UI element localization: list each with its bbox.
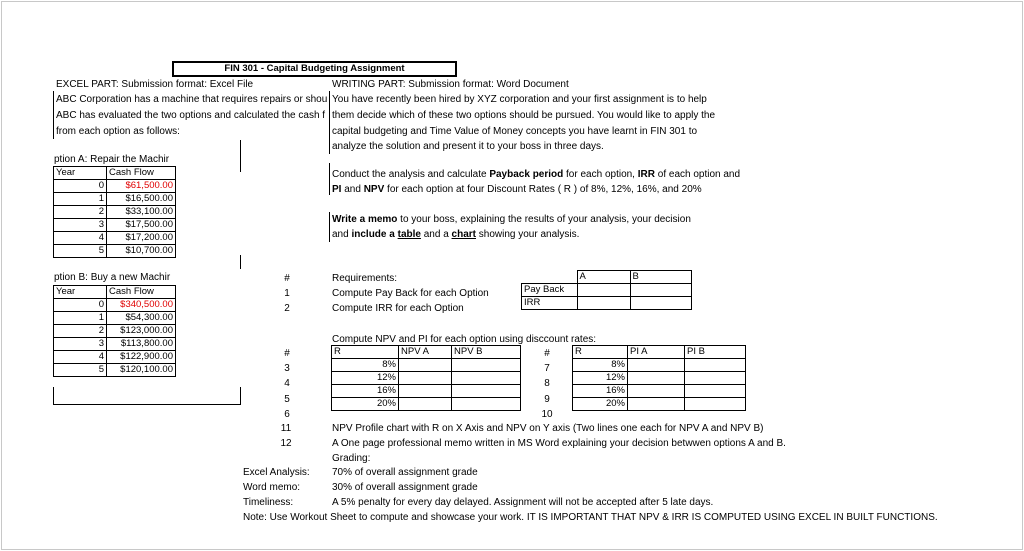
writing-p1-line1: You have recently been hired by XYZ corporation and your first assignment is to help (332, 94, 707, 105)
npv-num-4: 4 (284, 378, 290, 389)
table-row: 4 $122,900.00 (54, 351, 176, 364)
excel-block-border (53, 91, 54, 139)
grading-excel-label: Excel Analysis: (243, 467, 310, 478)
irr-row-label: IRR (522, 297, 578, 310)
table-row: 2 $33,100.00 (54, 206, 176, 219)
pi-table (572, 345, 746, 411)
excel-block-divider (240, 140, 241, 172)
npv-num-6: 6 (284, 409, 290, 420)
excel-part-line2: ABC has evaluated the two options and calculated the cash f (56, 110, 326, 121)
table-row: 0 $340,500.00 (54, 299, 176, 312)
npv-header-a: NPV A (399, 346, 452, 359)
payback-irr-table (521, 270, 692, 310)
writing-p3-line2: and include a table and a chart showing your analysis. (332, 229, 580, 240)
excel-part-line1: ABC Corporation has a machine that requires repairs or shou (56, 94, 328, 105)
npv-num-3: 3 (284, 363, 290, 374)
excel-part-heading: EXCEL PART: Submission format: Excel File (56, 79, 254, 90)
payback-a-cell[interactable] (577, 284, 630, 297)
grading-word-label: Word memo: (243, 482, 301, 493)
table-row: 16% (332, 385, 521, 398)
option-b-border-bottom (53, 404, 241, 405)
pi-header-b: PI B (685, 346, 746, 359)
pi-hash: # (544, 348, 550, 359)
table-row: 20% (573, 398, 746, 411)
option-b-header-cf: Cash Flow (107, 286, 176, 299)
writing-block-border-3 (329, 212, 330, 242)
req-text-2: Compute IRR for each Option (332, 303, 464, 314)
option-b-border-left (53, 387, 54, 404)
requirements-label: Requirements: (332, 273, 398, 284)
req-num-2: 2 (284, 303, 290, 314)
item-num-11: 11 (280, 423, 292, 434)
item-num-12: 12 (280, 438, 292, 449)
writing-part-heading: WRITING PART: Submission format: Word Document (332, 79, 569, 90)
option-a-table (53, 166, 176, 258)
table-row: 5 $120,100.00 (54, 364, 176, 377)
npv-pi-label: Compute NPV and PI for each option using disccount rates: (332, 334, 597, 345)
npv-header-b: NPV B (452, 346, 521, 359)
table-row: 2 $123,000.00 (54, 325, 176, 338)
option-b-border-right (240, 387, 241, 404)
writing-p1-line4: analyze the solution and present it to your boss in three days. (332, 141, 604, 152)
table-row: 16% (573, 385, 746, 398)
option-a-header-year: Year (54, 167, 107, 180)
table-row: 3 $17,500.00 (54, 219, 176, 232)
table-row: 12% (573, 372, 746, 385)
payback-col-a: A (577, 271, 630, 284)
writing-p2-line1: Conduct the analysis and calculate Payback period for each option, IRR of each option and (332, 169, 741, 180)
option-b-header-year: Year (54, 286, 107, 299)
req-text-1: Compute Pay Back for each Option (332, 288, 489, 299)
payback-b-cell[interactable] (630, 284, 691, 297)
irr-b-cell[interactable] (630, 297, 691, 310)
excel-part-line3: from each option as follows: (56, 126, 180, 137)
table-row: 4 $17,200.00 (54, 232, 176, 245)
note-text: Note: Use Workout Sheet to compute and showcase your work. IT IS IMPORTANT THAT NPV & IRR IS COMPUTED USING EXCEL IN BUILT FUNCTIONS. (243, 512, 938, 523)
pi-header-r: R (573, 346, 628, 359)
table-row: 1 $16,500.00 (54, 193, 176, 206)
grading-time-label: Timeliness: (243, 497, 294, 508)
npv-num-5: 5 (284, 394, 290, 405)
req-hash: # (284, 273, 290, 284)
payback-col-b: B (630, 271, 691, 284)
table-row: 12% (332, 372, 521, 385)
pi-num-7: 7 (544, 363, 550, 374)
npv-hash: # (284, 348, 290, 359)
pi-num-10: 10 (541, 409, 553, 420)
item-text-12: A One page professional memo written in MS Word explaining your decision betwwen options A and B. (332, 438, 786, 449)
table-row: 8% (332, 359, 521, 372)
grading-excel-value: 70% of overall assignment grade (332, 467, 478, 478)
writing-p1-line2: them decide which of these two options should be pursued. You would like to apply the (332, 110, 716, 121)
req-num-1: 1 (284, 288, 290, 299)
grading-word-value: 30% of overall assignment grade (332, 482, 478, 493)
table-row: 3 $113,800.00 (54, 338, 176, 351)
table-row: 8% (573, 359, 746, 372)
writing-block-border (329, 91, 330, 154)
table-row: 1 $54,300.00 (54, 312, 176, 325)
pi-num-9: 9 (544, 394, 550, 405)
table-row: 0 $61,500.00 (54, 180, 176, 193)
writing-p2-line2: PI and NPV for each option at four Discount Rates ( R ) of 8%, 12%, 16%, and 20% (332, 184, 702, 195)
grading-label: Grading: (332, 453, 371, 464)
table-row: 20% (332, 398, 521, 411)
writing-block-border-2 (329, 163, 330, 195)
item-text-11: NPV Profile chart with R on X Axis and NPV on Y axis (Two lines one each for NPV A and NPV B) (332, 423, 764, 434)
npv-header-r: R (332, 346, 399, 359)
pi-num-8: 8 (544, 378, 550, 389)
writing-p3-line1: Write a memo to your boss, explaining the results of your analysis, your decision (332, 214, 691, 225)
table-row: 5 $10,700.00 (54, 245, 176, 258)
option-a-title: ption A: Repair the Machir (54, 154, 170, 165)
page-title: FIN 301 - Capital Budgeting Assignment (172, 61, 457, 77)
writing-p1-line3: capital budgeting and Time Value of Money concepts you have learnt in FIN 301 to (332, 126, 698, 137)
option-b-table (53, 285, 176, 377)
option-b-title: ption B: Buy a new Machir (54, 272, 171, 283)
npv-table (331, 345, 521, 411)
excel-block-divider-2 (240, 255, 241, 269)
pi-header-a: PI A (628, 346, 685, 359)
irr-a-cell[interactable] (577, 297, 630, 310)
option-a-header-cf: Cash Flow (107, 167, 176, 180)
payback-row-label: Pay Back (522, 284, 578, 297)
grading-time-value: A 5% penalty for every day delayed. Assignment will not be accepted after 5 late days. (332, 497, 714, 508)
